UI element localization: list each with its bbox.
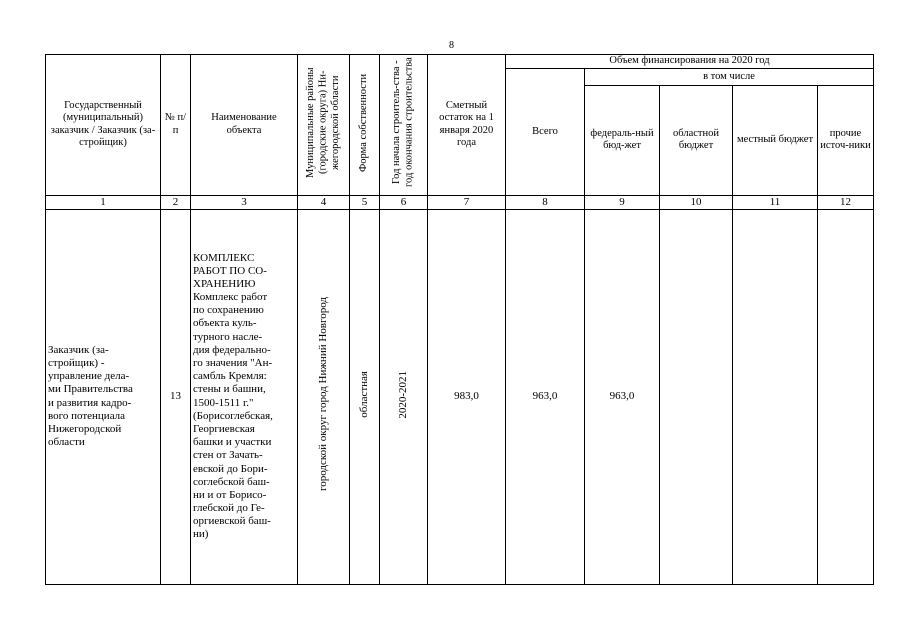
row-district: городской округ город Нижний Новгород	[316, 297, 329, 492]
column-number-8: 8	[506, 195, 585, 209]
column-number-5: 5	[350, 195, 380, 209]
row-years: 2020-2021	[396, 370, 409, 419]
row-ownership-cell	[350, 209, 380, 584]
column-number-3: 3	[191, 195, 298, 209]
row-local	[733, 209, 818, 584]
header-including-group: в том числе	[585, 69, 874, 86]
header-object-name: Наименование объекта	[191, 55, 298, 196]
row-ownership: областная	[357, 371, 370, 418]
column-number-11: 11	[733, 195, 818, 209]
row-customer-cell	[46, 209, 161, 584]
header-district: Муниципальные районы (городские округа) Ни-жегородской области	[304, 67, 341, 178]
row-other	[818, 209, 874, 584]
header-years: Год начала строитель-ства - год окончания строительства	[390, 57, 415, 188]
row-object-name-cell	[191, 209, 298, 584]
row-federal: 963,0	[585, 209, 660, 584]
row-estimate-remaining: 983,0	[428, 209, 506, 584]
header-ownership: Форма собственности	[358, 73, 370, 172]
column-number-7: 7	[428, 195, 506, 209]
header-number: № п/п	[161, 55, 191, 196]
header-regional: областной бюджет	[660, 85, 733, 195]
column-number-4: 4	[298, 195, 350, 209]
row-object-name: КОМПЛЕКС РАБОТ ПО СО- ХРАНЕНИЮ Комплекс работ по сохранению объекта куль- турного насле- дия федерально- го значения "Ан- самбль Кремля: стены и башни, 1500-1511 г." (Борисоглебская, Георгиевская башки и участки стен от Зачать- евской до Бори- соглебской баш- ни и от Борисо- глебской до Ге- оргиевской баш- ни)	[193, 251, 273, 541]
header-other: прочие источ-ники	[818, 85, 874, 195]
page-number: 8	[449, 40, 454, 51]
row-district-cell	[298, 209, 350, 584]
column-number-12: 12	[818, 195, 874, 209]
row-customer: Заказчик (за- стройщик) - управление дела- ми Правительства и развития кадро- вого потенциала Нижегородской области	[48, 343, 133, 449]
row-total: 963,0	[506, 209, 585, 584]
column-number-10: 10	[660, 195, 733, 209]
column-number-9: 9	[585, 195, 660, 209]
column-number-6: 6	[380, 195, 428, 209]
header-customer: Государственный (муниципальный) заказчик / Заказчик (за-стройщик)	[46, 55, 161, 196]
header-ownership-cell	[350, 55, 380, 196]
row-number: 13	[161, 209, 191, 584]
header-estimate: Сметный остаток на 1 января 2020 года	[428, 55, 506, 196]
row-regional	[660, 209, 733, 584]
header-local: местный бюджет	[733, 85, 818, 195]
header-funding-group: Объем финансирования на 2020 год	[506, 55, 874, 69]
row-years-cell	[380, 209, 428, 584]
header-federal: федераль-ный бюд-жет	[585, 85, 660, 195]
column-number-1: 1	[46, 195, 161, 209]
header-years-cell	[380, 55, 428, 196]
header-total: Всего	[506, 69, 585, 196]
financing-table	[45, 54, 874, 585]
column-number-2: 2	[161, 195, 191, 209]
header-district-cell	[298, 55, 350, 196]
table-row	[46, 209, 874, 584]
